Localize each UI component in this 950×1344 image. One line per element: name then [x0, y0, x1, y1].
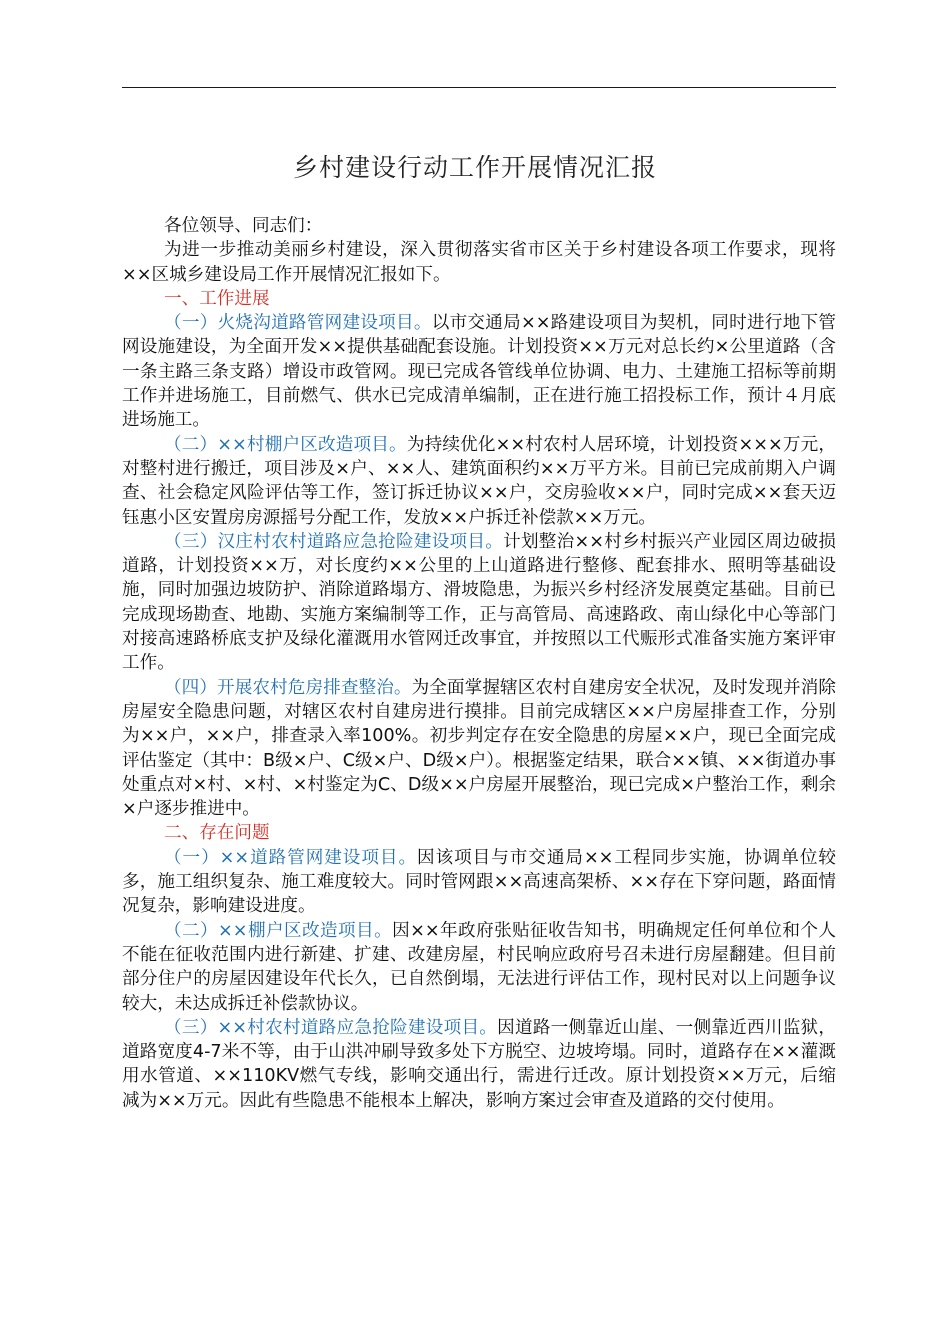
progress-item-3-title: （三）汉庄村农村道路应急抢险建设项目。: [164, 531, 504, 552]
progress-item-2: [122, 433, 836, 530]
section-heading-progress: 一、工作进展: [164, 288, 270, 309]
progress-item-1-text: 以市交通局××路建设项目为契机，同时进行地下管网设施建设，为全面开发××提供基础配套设施。计划投资××万元对总长约×公里道路（含一条主路三条支路）增设市政管网。现已完成各管线单位协调、电力、土建施工招标等前期工作并进场施工，目前燃气、供水已完成清单编制，正在进行施工招投标工作，预计４月底进场施工。: [122, 313, 836, 431]
salutation: 各位领导、同志们：: [164, 216, 323, 236]
progress-item-4: [122, 676, 836, 822]
problem-item-2: [122, 919, 836, 1016]
progress-item-4-title: （四）开展农村危房排查整治。: [164, 677, 412, 698]
progress-item-4-text: 为全面掌握辖区农村自建房安全状况，及时发现并消除房屋安全隐患问题，对辖区农村自建房进行摸排。目前完成辖区××户房屋排查工作，分别为××户，××户，排查录入率100%。初步判定存在安全隐患的房屋××户，现已全面完成评估鉴定（其中：B级×户、C级×户、D级×户）。根据鉴定结果，联合××镇、××街道办事处重点对×村、×村、×村鉴定为C、D级××户房屋开展整治，现已完成×户整治工作，剩余×户逐步推进中。: [122, 677, 836, 820]
section-heading-problems: 二、存在问题: [164, 823, 270, 844]
problem-item-1-title: （一）××道路管网建设项目。: [164, 847, 418, 868]
progress-item-2-text: 为持续优化××村农村人居环境，计划投资×××万元，对整村进行搬迁，项目涉及×户、××人、建筑面积约××万平方米。目前已完成前期入户调查、社会稳定风险评估等工作，签订拆迁协议××户，交房验收××户，同时完成××套天迈钰惠小区安置房房源摇号分配工作，发放××户拆迁补偿款××万元。: [122, 434, 836, 528]
problem-item-1-text: 因该项目与市交通局××工程同步实施，协调单位较多，施工组织复杂、施工难度较大。同时管网跟××高速高架桥、××存在下穿问题，路面情况复杂，影响建设进度。: [122, 847, 836, 917]
document-body: [122, 214, 836, 1113]
problem-item-1: [122, 846, 836, 919]
intro-paragraph: 为进一步推动美丽乡村建设，深入贯彻落实省市区关于乡村建设各项工作要求，现将××区城乡建设局工作开展情况汇报如下。: [122, 240, 836, 285]
problem-item-2-text: 因××年政府张贴征收告知书，明确规定任何单位和个人不能在征收范围内进行新建、扩建、改建房屋，村民响应政府号召未进行房屋翻建。但目前部分住户的房屋因建设年代长久，已自然倒塌，无法进行评估工作，现村民对以上问题争议较大，未达成拆迁补偿款协议。: [122, 920, 836, 1014]
problem-item-3: [122, 1016, 836, 1113]
progress-item-3: [122, 530, 836, 676]
progress-item-1-title: （一）火烧沟道路管网建设项目。: [164, 313, 432, 334]
progress-item-3-text: 计划整治××村乡村振兴产业园区周边破损道路，计划投资××万，对长度约××公里的上山道路进行整修、配套排水、照明等基础设施，同时加强边坡防护、消除道路塌方、滑坡隐患，为振兴乡村经济发展奠定基础。目前已完成现场勘查、地勘、实施方案编制等工作，正与高管局、高速路政、南山绿化中心等部门对接高速路桥底支护及绿化灌溉用水管网迁改事宜，并按照以工代赈形式准备实施方案评审工作。: [122, 531, 836, 674]
header-rule: [122, 87, 836, 88]
progress-item-2-title: （二）××村棚户区改造项目。: [164, 434, 407, 455]
document-title: 乡村建设行动工作开展情况汇报: [292, 153, 657, 182]
progress-item-1: [122, 311, 836, 432]
problem-item-3-text: 因道路一侧靠近山崖、一侧靠近西川监狱，道路宽度4-7米不等，由于山洪冲刷导致多处下方脱空、边坡垮塌。同时，道路存在××灌溉用水管道、××110KV燃气专线，影响交通出行，需进行迁改。原计划投资××万元，后缩减为××万元。因此有些隐患不能根本上解决，影响方案过会审查及道路的交付使用。: [122, 1017, 836, 1111]
problem-item-2-title: （二）××棚户区改造项目。: [164, 920, 393, 941]
problem-item-3-title: （三）××村农村道路应急抢险建设项目。: [164, 1017, 498, 1038]
